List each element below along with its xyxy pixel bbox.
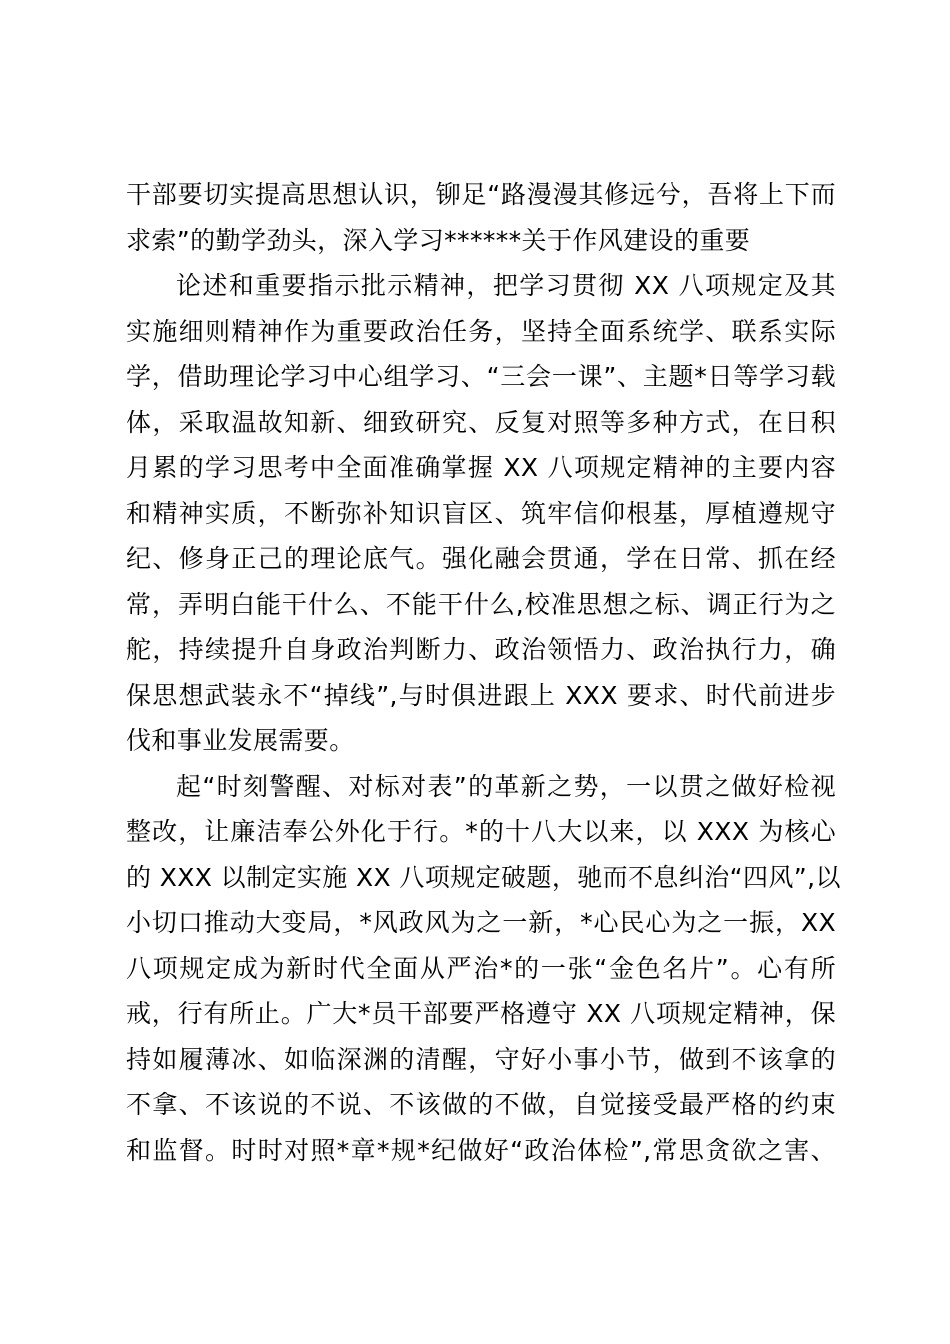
text-line: 论述和重要指示批示精神，把学习贯彻 XX 八项规定及其: [176, 271, 836, 300]
text-line: 舵，持续提升自身政治判断力、政治领悟力、政治执行力，确: [126, 635, 836, 664]
text-line: 学，借助理论学习中心组学习、“三会一课”、主题*日等学习载: [126, 362, 836, 391]
body-text: [126, 172, 841, 1173]
text-line: 伐和事业发展需要。: [126, 726, 355, 755]
text-line: 小切口推动大变局，*风政风为之一新，*心民心为之一振，XX: [126, 908, 836, 937]
text-line: 干部要切实提高思想认识，铆足“路漫漫其修远兮，吾将上下而: [126, 180, 836, 209]
text-line: 纪、修身正己的理论底气。强化融会贯通，学在日常、抓在经: [126, 544, 836, 573]
text-line: 起“时刻警醒、对标对表”的革新之势，一以贯之做好检视: [176, 771, 836, 801]
text-line: 实施细则精神作为重要政治任务，坚持全面系统学、联系实际: [126, 316, 836, 346]
text-line: 月累的学习思考中全面准确掌握 XX 八项规定精神的主要内容: [126, 453, 836, 482]
text-line: 持如履薄冰、如临深渊的清醒，守好小事小节，做到不该拿的: [126, 1044, 836, 1074]
text-line: 整改，让廉洁奉公外化于行。*的十八大以来，以 XXX 为核心: [126, 817, 836, 846]
text-line: 和精神实质，不断弥补知识盲区、筑牢信仰根基，厚植遵规守: [126, 498, 836, 528]
text-line: 常，弄明白能干什么、不能干什么,校准思想之标、调正行为之: [126, 589, 836, 619]
text-line: 的 XXX 以制定实施 XX 八项规定破题，驰而不息纠治“四风”,以: [126, 862, 841, 892]
text-line: 和监督。时时对照*章*规*纪做好“政治体检”,常思贪欲之害、: [126, 1135, 836, 1165]
text-line: 求索”的勤学劲头，深入学习******关于作风建设的重要: [126, 225, 751, 255]
text-line: 体，采取温故知新、细致研究、反复对照等多种方式，在日积: [126, 407, 836, 437]
text-line: 不拿、不该说的不说、不该做的不做，自觉接受最严格的约束: [126, 1090, 836, 1119]
text-line: 戒，行有所止。广大*员干部要严格遵守 XX 八项规定精神，保: [126, 999, 836, 1028]
text-line: 八项规定成为新时代全面从严治*的一张“金色名片”。心有所: [126, 953, 836, 983]
text-line: 保思想武装永不“掉线”,与时俱进跟上 XXX 要求、时代前进步: [126, 680, 836, 710]
